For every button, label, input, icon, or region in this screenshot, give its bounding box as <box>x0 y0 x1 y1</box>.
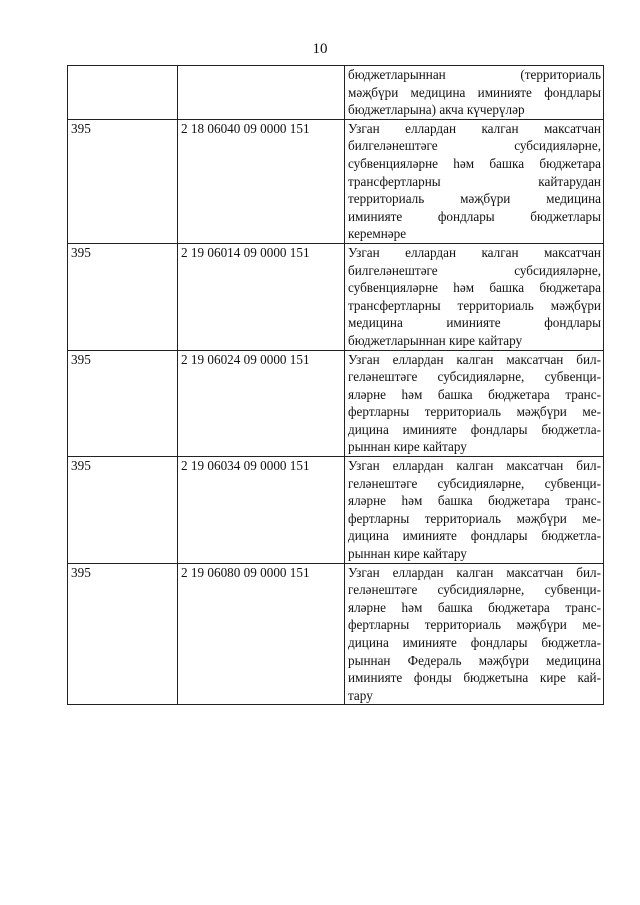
income-description-cell <box>345 457 604 564</box>
budget-classification-code-cell: 2 19 06080 09 0000 151 <box>178 563 345 705</box>
description-line: трансфертларны территориаль мәҗбүри <box>348 297 601 313</box>
description-line: иминияте фонды бюджетына кире кай- <box>348 670 601 686</box>
admin-code-cell: 395 <box>68 563 178 705</box>
table-row <box>68 457 604 564</box>
table-row <box>68 66 604 120</box>
description-line: дицина иминияте фондлары бюджетла- <box>348 635 601 650</box>
admin-code-cell <box>68 66 178 120</box>
table-row <box>68 243 604 350</box>
description-line: керемнәре <box>348 226 407 242</box>
description-line: яләрне һәм башка бюджетара транс- <box>348 599 601 615</box>
description-line: бюджетларыннан кире кайтару <box>348 332 523 348</box>
income-description-cell <box>345 66 604 120</box>
description-line: Узган еллардан калган максатчан бил- <box>348 458 601 474</box>
description-line: рыннан кире кайтару <box>348 546 467 562</box>
description-line: рыннан кире кайтару <box>348 439 467 455</box>
description-line: рыннан Федераль мәҗбүри медицина <box>348 652 601 668</box>
admin-code-cell: 395 <box>68 119 178 243</box>
admin-code-cell: 395 <box>68 350 178 457</box>
income-description-cell <box>345 563 604 705</box>
budget-classification-code-cell: 2 19 06024 09 0000 151 <box>178 350 345 457</box>
table-row <box>68 119 604 243</box>
budget-classification-code-cell: 2 18 06040 09 0000 151 <box>178 119 345 243</box>
income-description-cell <box>345 243 604 350</box>
budget-classification-code-cell <box>178 66 345 120</box>
description-line: бюджетларыннан (территориаль <box>348 67 601 82</box>
description-line: геләнештәге субсидияләрне, субвенци- <box>348 369 601 385</box>
description-line: билгеләнештәге субсидияләрне, <box>348 138 601 154</box>
description-line: тару <box>348 687 373 703</box>
description-line: геләнештәге субсидияләрне, субвенци- <box>348 582 601 598</box>
description-line: билгеләнештәге субсидияләрне, <box>348 262 601 278</box>
admin-code-cell: 395 <box>68 243 178 350</box>
description-line: субвенцияләрне һәм башка бюджетара <box>348 280 601 296</box>
description-line: субвенцияләрне һәм башка бюджетара <box>348 155 601 171</box>
admin-code-cell: 395 <box>68 457 178 564</box>
income-description-cell <box>345 119 604 243</box>
table-body <box>68 66 604 705</box>
description-line: яләрне һәм башка бюджетара транс- <box>348 386 601 402</box>
description-line: Узган еллардан калган максатчан бил- <box>348 564 601 580</box>
description-line: дицина иминияте фондлары бюджетла- <box>348 528 601 544</box>
description-line: дицина иминияте фондлары бюджетла- <box>348 421 601 437</box>
description-line: Узган еллардан калган максатчан <box>348 120 601 136</box>
description-line: фертларны территориаль мәҗбүри ме- <box>348 617 601 633</box>
description-line: бюджетларына) акча күчерүләр <box>348 102 525 118</box>
table-row <box>68 563 604 705</box>
description-line: Узган еллардан калган максатчан бил- <box>348 351 601 367</box>
description-line: мәҗбүри медицина иминияте фондлары <box>348 84 601 100</box>
description-line: территориаль мәҗбүри медицина <box>348 191 601 207</box>
description-line: фертларны территориаль мәҗбүри ме- <box>348 510 601 526</box>
page-number: 10 <box>312 41 328 57</box>
budget-classification-code-cell: 2 19 06034 09 0000 151 <box>178 457 345 564</box>
description-line: иминияте фондлары бюджетлары <box>348 208 601 224</box>
budget-classification-code-cell: 2 19 06014 09 0000 151 <box>178 243 345 350</box>
description-line: геләнештәге субсидияләрне, субвенци- <box>348 475 601 491</box>
description-line: фертларны территориаль мәҗбүри ме- <box>348 404 601 420</box>
budget-codes-table <box>67 65 604 705</box>
description-line: яләрне һәм башка бюджетара транс- <box>348 493 601 509</box>
description-line: медицина иминияте фондлары <box>348 315 601 331</box>
description-line: трансфертларны кайтарудан <box>348 173 601 189</box>
table-row <box>68 350 604 457</box>
description-line: Узган еллардан калган максатчан <box>348 244 601 260</box>
income-description-cell <box>345 350 604 457</box>
